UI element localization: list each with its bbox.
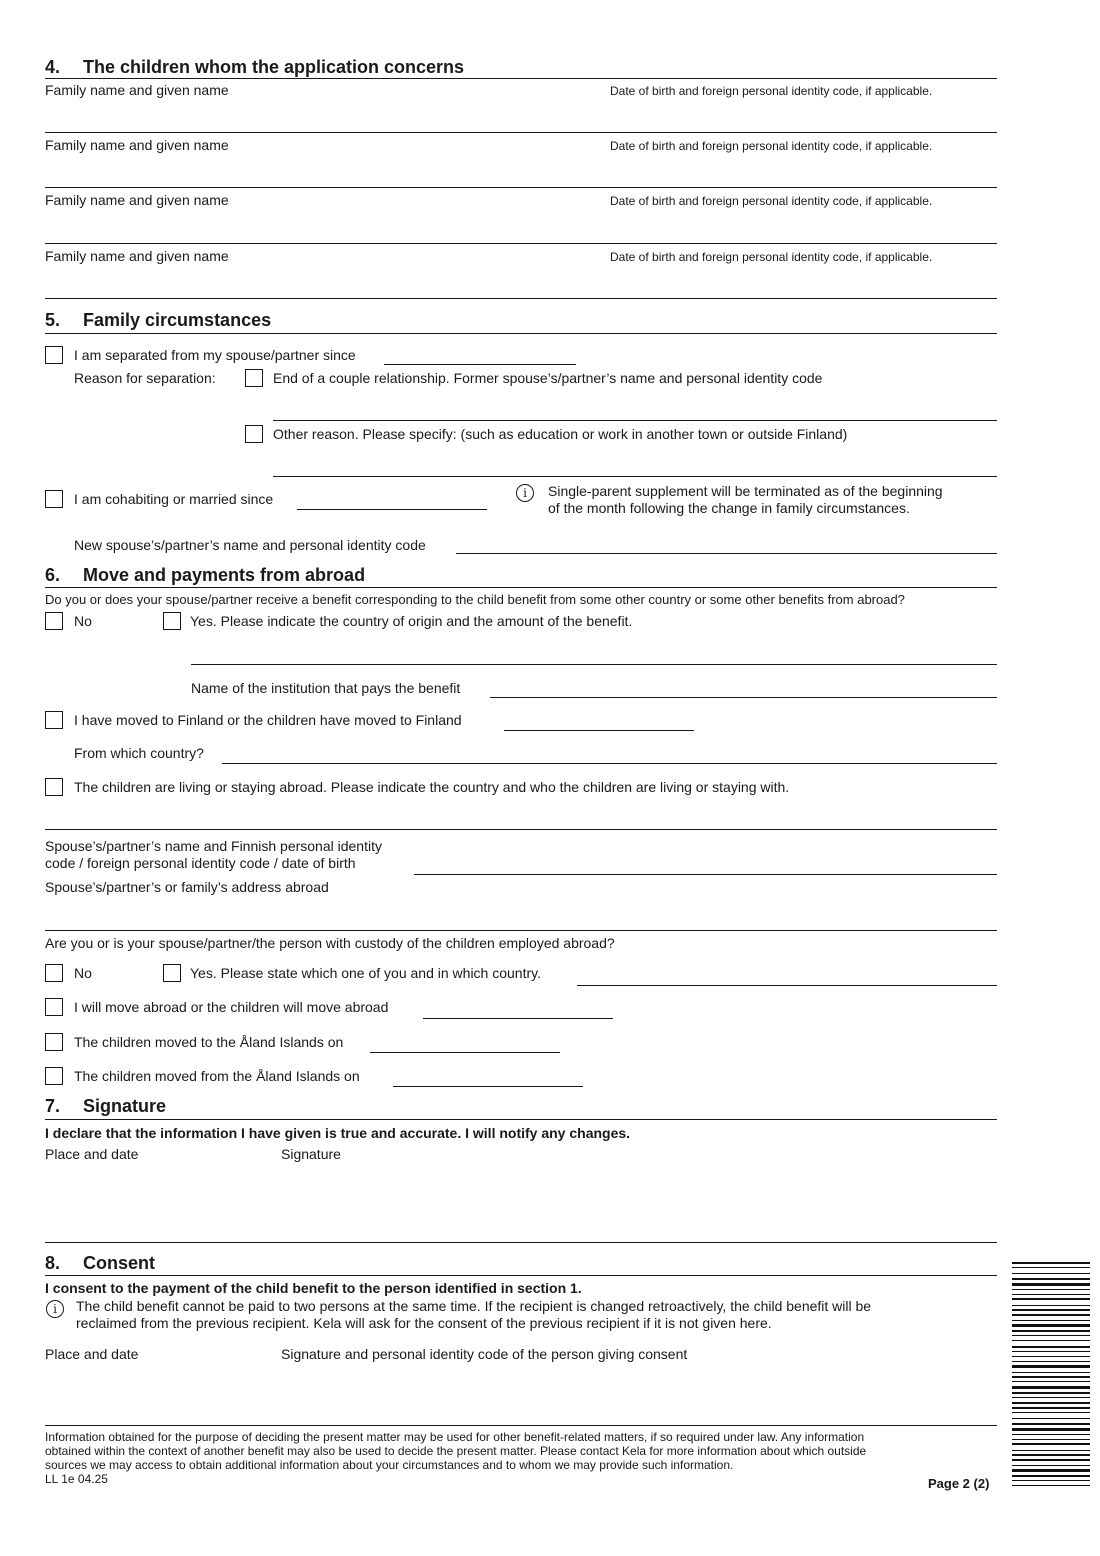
barcode-bar	[1012, 1392, 1090, 1394]
consent-signature-label: Signature and personal identity code of the person giving consent	[281, 1346, 688, 1362]
to-aland-checkbox[interactable]	[45, 1033, 63, 1051]
spouse-id-label: Spouse’s/partner’s name and Finnish personal identity	[45, 838, 382, 854]
moved-finland-date-field[interactable]	[504, 730, 694, 731]
barcode-bar	[1012, 1407, 1090, 1409]
other-reason-checkbox[interactable]	[245, 425, 263, 443]
move-abroad-checkbox[interactable]	[45, 998, 63, 1016]
end-couple-label: End of a couple relationship. Former spouse’s/partner’s name and personal identity code	[273, 370, 823, 386]
barcode-bar	[1012, 1418, 1090, 1419]
barcode-bar	[1012, 1465, 1090, 1466]
spouse-id-label: code / foreign personal identity code / date of birth	[45, 855, 356, 871]
barcode-bar	[1012, 1346, 1090, 1348]
barcode-bar	[1012, 1351, 1090, 1352]
living-abroad-label: The children are living or staying abroad. Please indicate the country and who the children are living or staying with.	[74, 779, 790, 795]
section-7-heading: 7. Signature	[45, 1096, 167, 1116]
barcode-bar	[1012, 1485, 1090, 1486]
benefit-yes-checkbox[interactable]	[163, 612, 181, 630]
move-abroad-date-field[interactable]	[423, 1018, 613, 1019]
single-parent-info	[548, 483, 943, 517]
separated-label: I am separated from my spouse/partner since	[74, 347, 356, 363]
reason-label: Reason for separation:	[74, 370, 216, 386]
declaration-text: I declare that the information I have given is true and accurate. I will notify any changes.	[45, 1125, 631, 1141]
info-icon: i	[516, 484, 534, 502]
barcode-bar	[1012, 1381, 1090, 1382]
moved-finland-label: I have moved to Finland or the children have moved to Finland	[74, 712, 462, 728]
divider	[45, 1275, 997, 1276]
barcode-bar	[1012, 1450, 1090, 1451]
cohabiting-label: I am cohabiting or married since	[74, 491, 274, 507]
signature-area[interactable]	[45, 1165, 997, 1240]
section-5-heading: 5. Family circumstances	[45, 310, 272, 330]
to-aland-label: The children moved to the Åland Islands on	[74, 1034, 344, 1050]
barcode-bar	[1012, 1324, 1090, 1327]
info-text: The child benefit cannot be paid to two persons at the same time. If the recipient is changed retroactively, the child benefit will be	[76, 1298, 872, 1314]
barcode-bar	[1012, 1289, 1090, 1290]
employed-field[interactable]	[577, 985, 997, 986]
child-name-label: Family name and given name	[45, 82, 229, 98]
benefit-yes-label: Yes. Please indicate the country of origin and the amount of the benefit.	[190, 613, 633, 629]
barcode-bar	[1012, 1372, 1090, 1373]
info-icon: i	[46, 1300, 64, 1318]
barcode-bar	[1012, 1273, 1090, 1274]
barcode-bar	[1012, 1298, 1090, 1300]
child-dob-label: Date of birth and foreign personal identity code, if applicable.	[610, 250, 933, 264]
consent-info	[76, 1298, 871, 1332]
child-name-label: Family name and given name	[45, 137, 229, 153]
from-aland-date-field[interactable]	[393, 1086, 583, 1087]
barcode-bar	[1012, 1475, 1090, 1477]
barcode-bar	[1012, 1443, 1090, 1445]
place-date-label: Place and date	[45, 1146, 139, 1162]
spouse-address-label: Spouse’s/partner’s or family’s address abroad	[45, 879, 329, 895]
barcode-bar	[1012, 1434, 1090, 1435]
section-8-heading: 8. Consent	[45, 1253, 155, 1273]
divider	[45, 587, 997, 588]
barcode-bar	[1012, 1267, 1090, 1268]
child-row-line[interactable]	[45, 298, 997, 299]
employed-question: Are you or is your spouse/partner/the person with custody of the children employed abroad?	[45, 935, 615, 951]
moved-finland-checkbox[interactable]	[45, 711, 63, 729]
barcode-bar	[1012, 1402, 1090, 1404]
from-aland-label: The children moved from the Åland Islands on	[74, 1068, 360, 1084]
end-couple-checkbox[interactable]	[245, 369, 263, 387]
barcode-bar	[1012, 1309, 1090, 1311]
barcode-bar	[1012, 1305, 1090, 1306]
barcode-bar	[1012, 1361, 1090, 1362]
other-reason-field[interactable]	[273, 476, 997, 477]
info-text: of the month following the change in family circumstances.	[548, 500, 910, 516]
benefit-country-field[interactable]	[191, 664, 997, 665]
barcode-bar	[1012, 1459, 1090, 1461]
barcode-bar	[1012, 1397, 1090, 1398]
barcode-bar	[1012, 1469, 1090, 1472]
employed-yes-label: Yes. Please state which one of you and in which country.	[190, 965, 541, 981]
divider	[45, 78, 997, 79]
child-name-label: Family name and given name	[45, 192, 229, 208]
section-4-heading: 4. The children whom the application concerns	[45, 57, 465, 77]
info-text: Single-parent supplement will be terminated as of the beginning	[548, 483, 943, 499]
employed-no-label: No	[74, 965, 92, 981]
barcode-bar	[1012, 1314, 1090, 1316]
barcode-bar	[1012, 1262, 1090, 1264]
barcode-bar	[1012, 1278, 1090, 1280]
separated-date-field[interactable]	[384, 364, 576, 365]
signature-label: Signature	[281, 1146, 341, 1162]
benefit-no-checkbox[interactable]	[45, 612, 63, 630]
living-abroad-checkbox[interactable]	[45, 778, 63, 796]
form-code: LL 1e 04.25	[45, 1472, 108, 1486]
living-abroad-field[interactable]	[45, 829, 997, 830]
from-country-label: From which country?	[74, 745, 204, 761]
footer-text: sources we may access to obtain additional information about your circumstances and to whom we may provide such information.	[45, 1458, 734, 1472]
child-dob-label: Date of birth and foreign personal identity code, if applicable.	[610, 194, 933, 208]
institution-field[interactable]	[490, 697, 997, 698]
barcode-bar	[1012, 1423, 1090, 1425]
child-dob-label: Date of birth and foreign personal identity code, if applicable.	[610, 84, 933, 98]
place-date-label: Place and date	[45, 1346, 139, 1362]
barcode-bar	[1012, 1454, 1090, 1456]
consent-signature-area[interactable]	[45, 1365, 997, 1420]
divider	[45, 1425, 997, 1426]
info-text: reclaimed from the previous recipient. Kela will ask for the consent of the previous recipient if it is not given here.	[76, 1315, 772, 1331]
spouse-id-field[interactable]	[414, 874, 997, 875]
footer-text: obtained within the context of another benefit may also be used to decide the present matter. Please contact Kela for more information about which outside	[45, 1444, 867, 1458]
other-reason-label: Other reason. Please specify: (such as education or work in another town or outside Finland)	[273, 426, 848, 442]
barcode-bar	[1012, 1340, 1090, 1341]
move-abroad-label: I will move abroad or the children will move abroad	[74, 999, 389, 1015]
barcode-bar	[1012, 1335, 1090, 1336]
cohabiting-date-field[interactable]	[297, 509, 487, 510]
section-6-heading: 6. Move and payments from abroad	[45, 565, 366, 585]
divider	[45, 1242, 997, 1243]
barcode-bar	[1012, 1283, 1090, 1286]
barcode-icon	[1012, 1262, 1090, 1488]
barcode-bar	[1012, 1386, 1090, 1389]
page-number: Page 2 (2)	[928, 1476, 990, 1491]
barcode-bar	[1012, 1356, 1090, 1357]
benefit-no-label: No	[74, 613, 92, 629]
barcode-bar	[1012, 1412, 1090, 1413]
footer-text: Information obtained for the purpose of deciding the present matter may be used for other benefit-related matters, if so required under law. Any information	[45, 1430, 865, 1444]
barcode-bar	[1012, 1320, 1090, 1321]
institution-label: Name of the institution that pays the benefit	[191, 680, 461, 696]
barcode-bar	[1012, 1480, 1090, 1481]
spouse-address-field[interactable]	[45, 930, 997, 931]
child-row-line[interactable]	[45, 132, 997, 133]
barcode-bar	[1012, 1330, 1090, 1332]
footer-notice	[45, 1430, 866, 1486]
cohabiting-checkbox[interactable]	[45, 490, 63, 508]
from-aland-checkbox[interactable]	[45, 1067, 63, 1085]
child-row-line[interactable]	[45, 243, 997, 244]
to-aland-date-field[interactable]	[370, 1052, 560, 1053]
barcode-bar	[1012, 1439, 1090, 1440]
child-name-label: Family name and given name	[45, 248, 229, 264]
new-spouse-label: New spouse’s/partner’s name and personal identity code	[74, 537, 426, 553]
employed-yes-checkbox[interactable]	[163, 964, 181, 982]
new-spouse-field[interactable]	[456, 553, 997, 554]
divider	[45, 333, 997, 334]
consent-text: I consent to the payment of the child benefit to the person identified in section 1.	[45, 1280, 582, 1296]
barcode-bar	[1012, 1428, 1090, 1431]
benefit-question: Do you or does your spouse/partner receive a benefit corresponding to the child benefit from some other country or some other benefits from abroad?	[45, 592, 905, 607]
child-row-line[interactable]	[45, 187, 997, 188]
barcode-bar	[1012, 1365, 1090, 1368]
from-country-field[interactable]	[222, 763, 997, 764]
employed-no-checkbox[interactable]	[45, 964, 63, 982]
divider	[45, 1119, 997, 1120]
barcode-bar	[1012, 1376, 1090, 1378]
barcode-bar	[1012, 1294, 1090, 1295]
former-spouse-field[interactable]	[273, 420, 997, 421]
child-dob-label: Date of birth and foreign personal identity code, if applicable.	[610, 139, 933, 153]
separated-checkbox[interactable]	[45, 346, 63, 364]
